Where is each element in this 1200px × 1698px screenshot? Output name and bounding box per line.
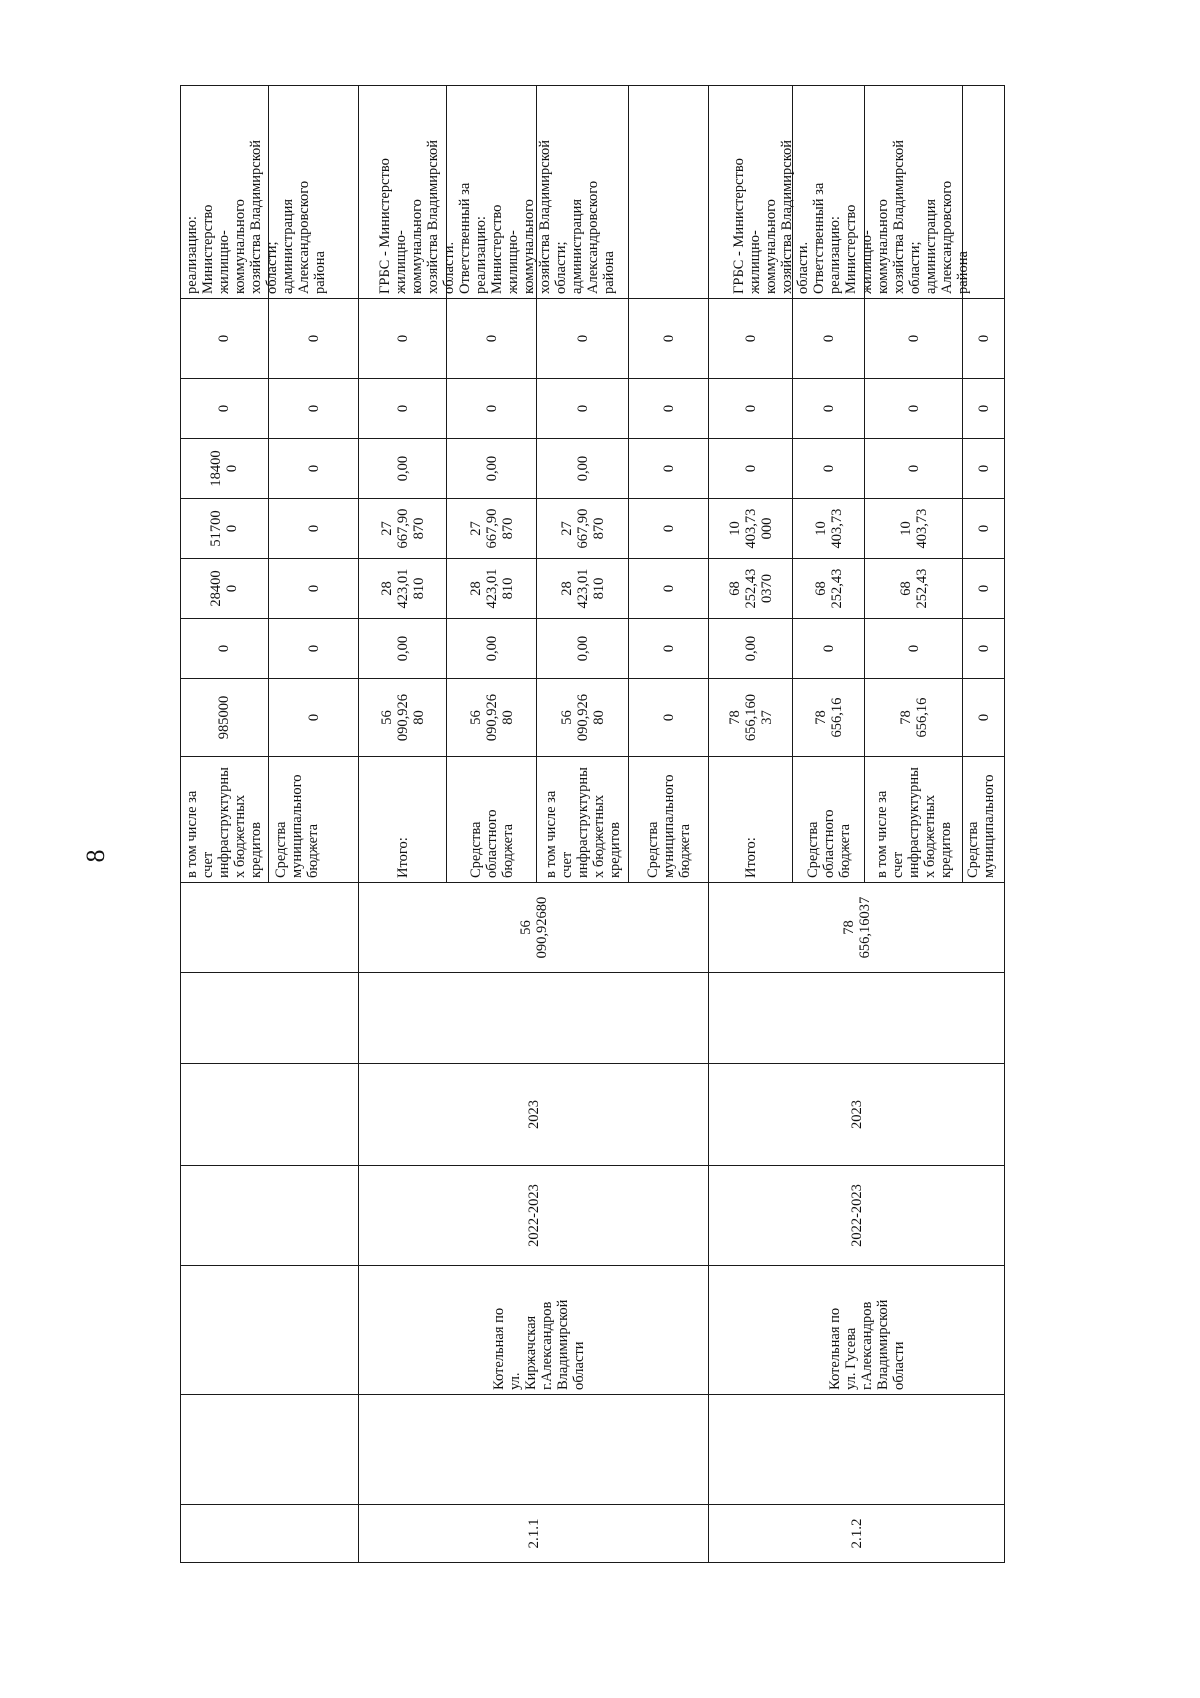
cell: 56 090,926 80 bbox=[378, 693, 427, 742]
row-label-total: Итого: bbox=[394, 837, 411, 878]
row-label-muni: Средства муниципального bbox=[965, 774, 997, 878]
cell: 28 423,01 810 bbox=[467, 568, 516, 609]
row-label-regional: Средства областного бюджета bbox=[467, 809, 516, 878]
cell: 27 667,90 870 bbox=[558, 508, 607, 549]
muni-total: 0 bbox=[305, 713, 322, 722]
total-value: 985000 bbox=[216, 695, 232, 740]
cell: 0,00 bbox=[394, 455, 411, 482]
cell: 56 090,926 80 bbox=[467, 693, 516, 742]
cell: 10 403,73 000 bbox=[726, 508, 775, 549]
cell: 0 bbox=[660, 524, 677, 533]
cell: 0 bbox=[574, 334, 591, 343]
cell: 0 bbox=[574, 404, 591, 413]
cell: 78 656,160 37 bbox=[726, 693, 775, 742]
cell: 0 bbox=[905, 334, 922, 343]
project-cost: 78 656,16037 bbox=[840, 896, 873, 959]
cell: 0 bbox=[660, 644, 677, 653]
year-2024-value: 18400 0 bbox=[208, 450, 240, 487]
muni-2025: 0 bbox=[305, 404, 322, 413]
cell: 0 bbox=[905, 644, 922, 653]
cell: 0 bbox=[975, 524, 992, 533]
row-label-muni: Средства муниципального бюджета bbox=[644, 774, 693, 878]
cell: 0 bbox=[742, 334, 759, 343]
cell: 0 bbox=[483, 404, 500, 413]
fed-value: 0 bbox=[216, 644, 232, 653]
cell: 0 bbox=[660, 584, 677, 593]
cell: 0 bbox=[483, 334, 500, 343]
cell: 27 667,90 870 bbox=[378, 508, 427, 549]
cell: 0 bbox=[820, 644, 837, 653]
cell: 78 656,16 bbox=[812, 697, 845, 738]
cell: 0,00 bbox=[742, 635, 759, 662]
row-label-infra: в том числе за счет инфраструктурны х бюджетных кредитов bbox=[542, 767, 623, 878]
cell: 0 bbox=[975, 404, 992, 413]
cell: 0 bbox=[820, 464, 837, 473]
cell: 0 bbox=[394, 404, 411, 413]
cell: 10 403,73 bbox=[897, 508, 930, 549]
year-2023-value: 51700 0 bbox=[208, 510, 240, 547]
cell: 0 bbox=[975, 464, 992, 473]
row-label-total: Итого: bbox=[742, 837, 759, 878]
cell: 68 252,43 0370 bbox=[726, 568, 775, 609]
cell: 0 bbox=[660, 713, 677, 722]
row-label-infra: в том числе за счет инфраструктурны х бюджетных кредитов bbox=[873, 767, 954, 878]
cell: 28 423,01 810 bbox=[558, 568, 607, 609]
muni-2024: 0 bbox=[305, 464, 322, 473]
year-2022-value: 28400 0 bbox=[208, 570, 240, 607]
muni-2022: 0 bbox=[305, 584, 322, 593]
cell: 0 bbox=[975, 713, 992, 722]
cell: 0 bbox=[975, 644, 992, 653]
project-responsible: ГРБС - Министерство жилищно- коммунального хозяйства Владимирской области. Ответственный за реализацию: Министерство жилищно- коммунального хозяйства Владимирской области; администрация Александровского района bbox=[377, 139, 617, 294]
cell: 0,00 bbox=[574, 635, 591, 662]
cell: 0 bbox=[820, 404, 837, 413]
year-2026-value: 0 bbox=[216, 334, 232, 343]
page-number: 8 bbox=[81, 849, 110, 863]
cell: 0 bbox=[975, 584, 992, 593]
responsible-text: реализацию: Министерство жилищно- коммунального хозяйства Владимирской области; администрация Александровского района bbox=[184, 139, 328, 294]
cell: 0 bbox=[905, 404, 922, 413]
cell: 0 bbox=[742, 404, 759, 413]
project-name: Котельная по ул. Гусева г.Александров Владимирской области bbox=[827, 1299, 907, 1390]
cell: 68 252,43 bbox=[897, 568, 930, 609]
muni-budget-label: Средства муниципального бюджета bbox=[273, 774, 321, 878]
project-number: 2.1.2 bbox=[848, 1518, 865, 1549]
cell: 78 656,16 bbox=[897, 697, 930, 738]
cell: 0 bbox=[820, 334, 837, 343]
project-year: 2023 bbox=[525, 1100, 542, 1129]
cell: 10 403,73 bbox=[812, 508, 845, 549]
cell: 28 423,01 810 bbox=[378, 568, 427, 609]
project-responsible: ГРБС - Министерство жилищно- коммунального хозяйства Владимирской области. Ответственный за реализацию: Министерство жилищно- коммунального хозяйства Владимирской области; администрация Александровского района bbox=[731, 139, 971, 294]
year-2025-value: 0 bbox=[216, 404, 232, 413]
row-label-regional: Средства областного бюджета bbox=[804, 809, 853, 878]
cell: 27 667,90 870 bbox=[467, 508, 516, 549]
cell: 0 bbox=[905, 464, 922, 473]
muni-2026: 0 bbox=[305, 334, 322, 343]
cell: 0,00 bbox=[483, 455, 500, 482]
cell: 0 bbox=[660, 464, 677, 473]
budget-source-label: в том числе за счет инфраструктурны х бюджетных кредитов bbox=[184, 767, 264, 878]
muni-2023: 0 bbox=[305, 524, 322, 533]
cell: 0 bbox=[660, 404, 677, 413]
project-period: 2022-2023 bbox=[848, 1184, 865, 1247]
cell: 0 bbox=[394, 334, 411, 343]
cell: 68 252,43 bbox=[812, 568, 845, 609]
cell: 0,00 bbox=[483, 635, 500, 662]
cell: 0 bbox=[742, 464, 759, 473]
project-cost: 56 090,92680 bbox=[517, 896, 550, 959]
project-year: 2023 bbox=[848, 1100, 865, 1129]
cell: 0 bbox=[660, 334, 677, 343]
cell: 0,00 bbox=[394, 635, 411, 662]
rotated-table bbox=[180, 85, 1005, 1563]
project-name: Котельная по ул. Киржачская г.Александров Владимирской области bbox=[491, 1299, 587, 1390]
muni-fed: 0 bbox=[305, 644, 322, 653]
project-period: 2022-2023 bbox=[525, 1184, 542, 1247]
cell: 56 090,926 80 bbox=[558, 693, 607, 742]
cell: 0 bbox=[975, 334, 992, 343]
project-number: 2.1.1 bbox=[525, 1518, 542, 1549]
cell: 0,00 bbox=[574, 455, 591, 482]
